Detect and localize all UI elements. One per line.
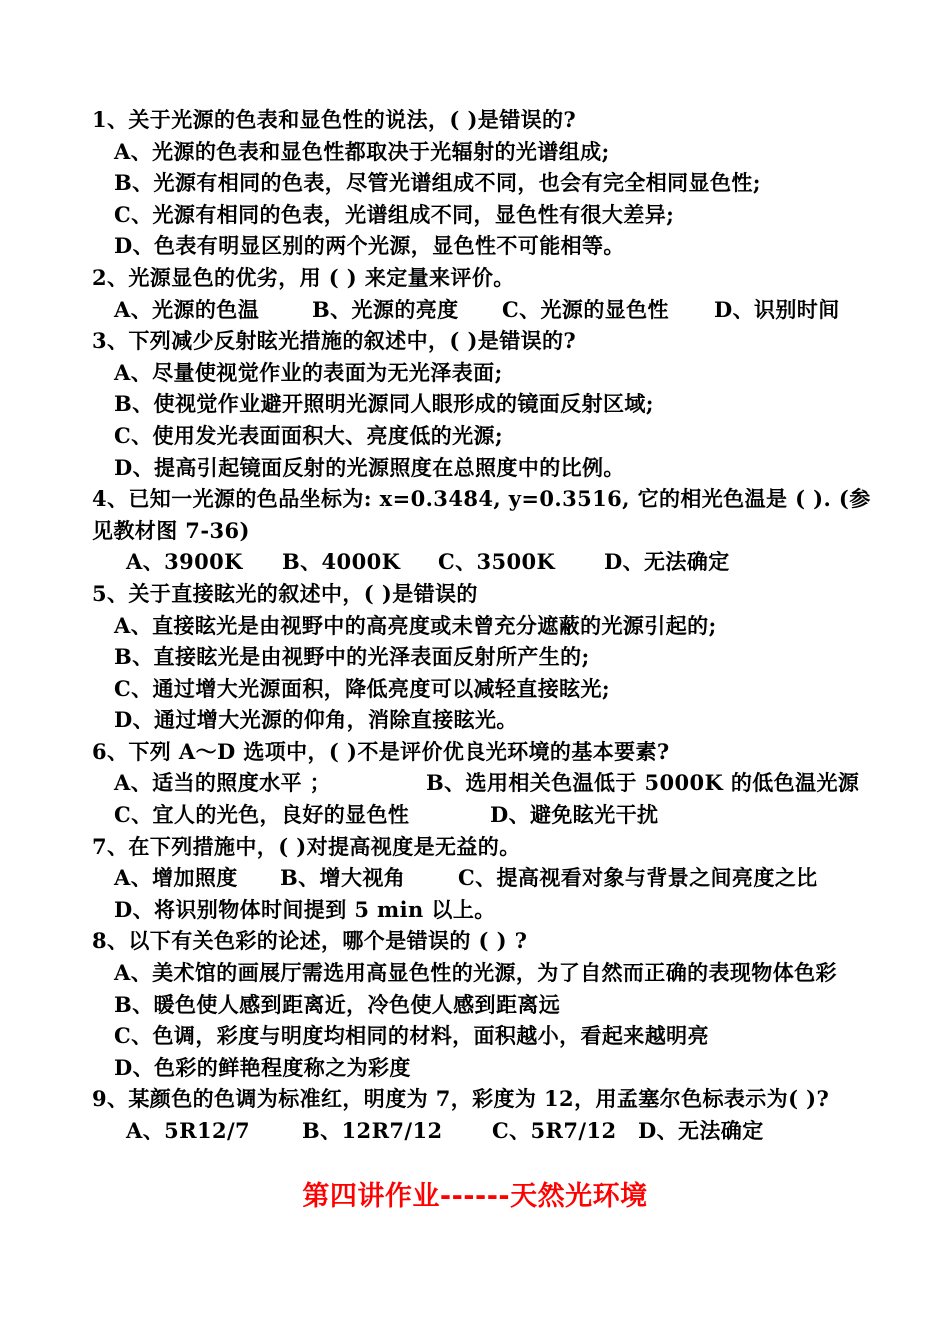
question-2-option-a: A、光源的色温 <box>114 296 260 322</box>
question-1-stem: 1、关于光源的色表和显色性的说法，( )是错误的? <box>92 107 577 132</box>
question-6-options-row-1 <box>92 767 882 799</box>
question-3-option-b: B、使视觉作业避开照明光源同人眼形成的镜面反射区域; <box>114 391 654 417</box>
question-9-option-d: D、无法确定 <box>638 1118 764 1143</box>
question-5-option-d: D、通过增大光源的仰角，消除直接眩光。 <box>114 707 518 733</box>
question-9-stem: 9、某颜色的色调为标准红，明度为 7，彩度为 12，用孟塞尔色标表示为( )? <box>92 1086 830 1112</box>
question-7-option-c: C、提高视看对象与背景之间亮度之比 <box>458 865 818 891</box>
question-4-option-a: A、3900K <box>126 549 243 575</box>
question-1-option-c: C、光源有相同的色表，光谱组成不同，显色性有很大差异; <box>114 201 675 227</box>
question-9-option-b: B、12R7/12 <box>302 1118 443 1143</box>
question-2-option-b: B、光源的亮度 <box>312 296 459 322</box>
question-2-option-c: C、光源的显色性 <box>502 296 669 322</box>
question-list <box>92 104 882 1147</box>
question-6-option-a: A、适当的照度水平 ； <box>114 770 332 796</box>
question-4-stem-line-1: 4、已知一光源的色品坐标为: x=0.3484, y=0.3516, 它的相光色温是 ( ). (参 <box>92 486 871 512</box>
question-5-stem: 5、关于直接眩光的叙述中，( )是错误的 <box>92 580 478 606</box>
section-title: 第四讲作业------天然光环境 <box>302 1181 648 1212</box>
question-7-option-a: A、增加照度 <box>114 865 238 891</box>
question-1-option-b: B、光源有相同的色表，尽管光谱组成不同，也会有完全相同显色性; <box>114 170 761 196</box>
question-8-option-c: C、色调，彩度与明度均相同的材料，面积越小，看起来越明亮 <box>114 1023 709 1049</box>
question-6-option-d: D、避免眩光干扰 <box>490 802 659 828</box>
question-2-options <box>92 294 882 326</box>
question-8-option-a: A、美术馆的画展厅需选用高显色性的光源，为了自然而正确的表现物体色彩 <box>114 960 837 986</box>
question-5-option-a: A、直接眩光是由视野中的高亮度或未曾充分遮蔽的光源引起的; <box>114 612 717 638</box>
question-9-option-c: C、5R7/12 <box>492 1118 617 1143</box>
question-7-option-b: B、增大视角 <box>280 865 406 891</box>
question-6-options-row-2 <box>92 799 882 831</box>
question-5-option-b: B、直接眩光是由视野中的光泽表面反射所产生的; <box>114 644 590 670</box>
question-6-option-b: B、选用相关色温低于 5000K 的低色温光源 <box>426 770 860 796</box>
question-4-options <box>92 546 882 578</box>
question-1-option-d: D、色表有明显区别的两个光源，显色性不可能相等。 <box>114 233 625 259</box>
question-8-option-d: D、色彩的鲜艳程度称之为彩度 <box>114 1054 411 1080</box>
question-3-option-a: A、尽量使视觉作业的表面为无光泽表面; <box>114 359 503 385</box>
question-2-stem: 2、光源显色的优劣，用 ( ) 来定量来评价。 <box>92 264 515 290</box>
question-8-option-b: B、暖色使人感到距离近，冷色使人感到距离远 <box>114 991 561 1017</box>
question-3-stem: 3、下列减少反射眩光措施的叙述中，( )是错误的? <box>92 328 577 354</box>
question-5-option-c: C、通过增大光源面积，降低亮度可以减轻直接眩光; <box>114 675 611 701</box>
question-6-option-c: C、宜人的光色，良好的显色性 <box>114 802 410 828</box>
question-4-option-d: D、无法确定 <box>604 549 730 575</box>
question-3-option-c: C、使用发光表面面积大、亮度低的光源; <box>114 422 504 448</box>
question-6-stem: 6、下列 A～D 选项中，( )不是评价优良光环境的基本要素? <box>92 738 670 764</box>
question-7-stem: 7、在下列措施中，( )对提高视度是无益的。 <box>92 833 521 859</box>
question-4-option-b: B、4000K <box>282 549 401 575</box>
question-7-option-d: D、将识别物体时间提到 5 min 以上。 <box>114 896 496 922</box>
question-8-stem: 8、以下有关色彩的论述，哪个是错误的 ( ) ? <box>92 928 528 954</box>
question-3-option-d: D、提高引起镜面反射的光源照度在总照度中的比例。 <box>114 454 625 480</box>
question-1-option-a: A、光源的色表和显色性都取决于光辐射的光谱组成; <box>114 138 610 164</box>
question-4-stem-line-2: 见教材图 7-36) <box>92 517 250 543</box>
question-9-option-a: A、5R12/7 <box>126 1118 251 1143</box>
question-9-options <box>92 1115 882 1147</box>
question-2-option-d: D、识别时间 <box>714 296 840 322</box>
question-7-options-row-1 <box>92 862 882 894</box>
question-4-option-c: C、3500K <box>438 549 556 575</box>
